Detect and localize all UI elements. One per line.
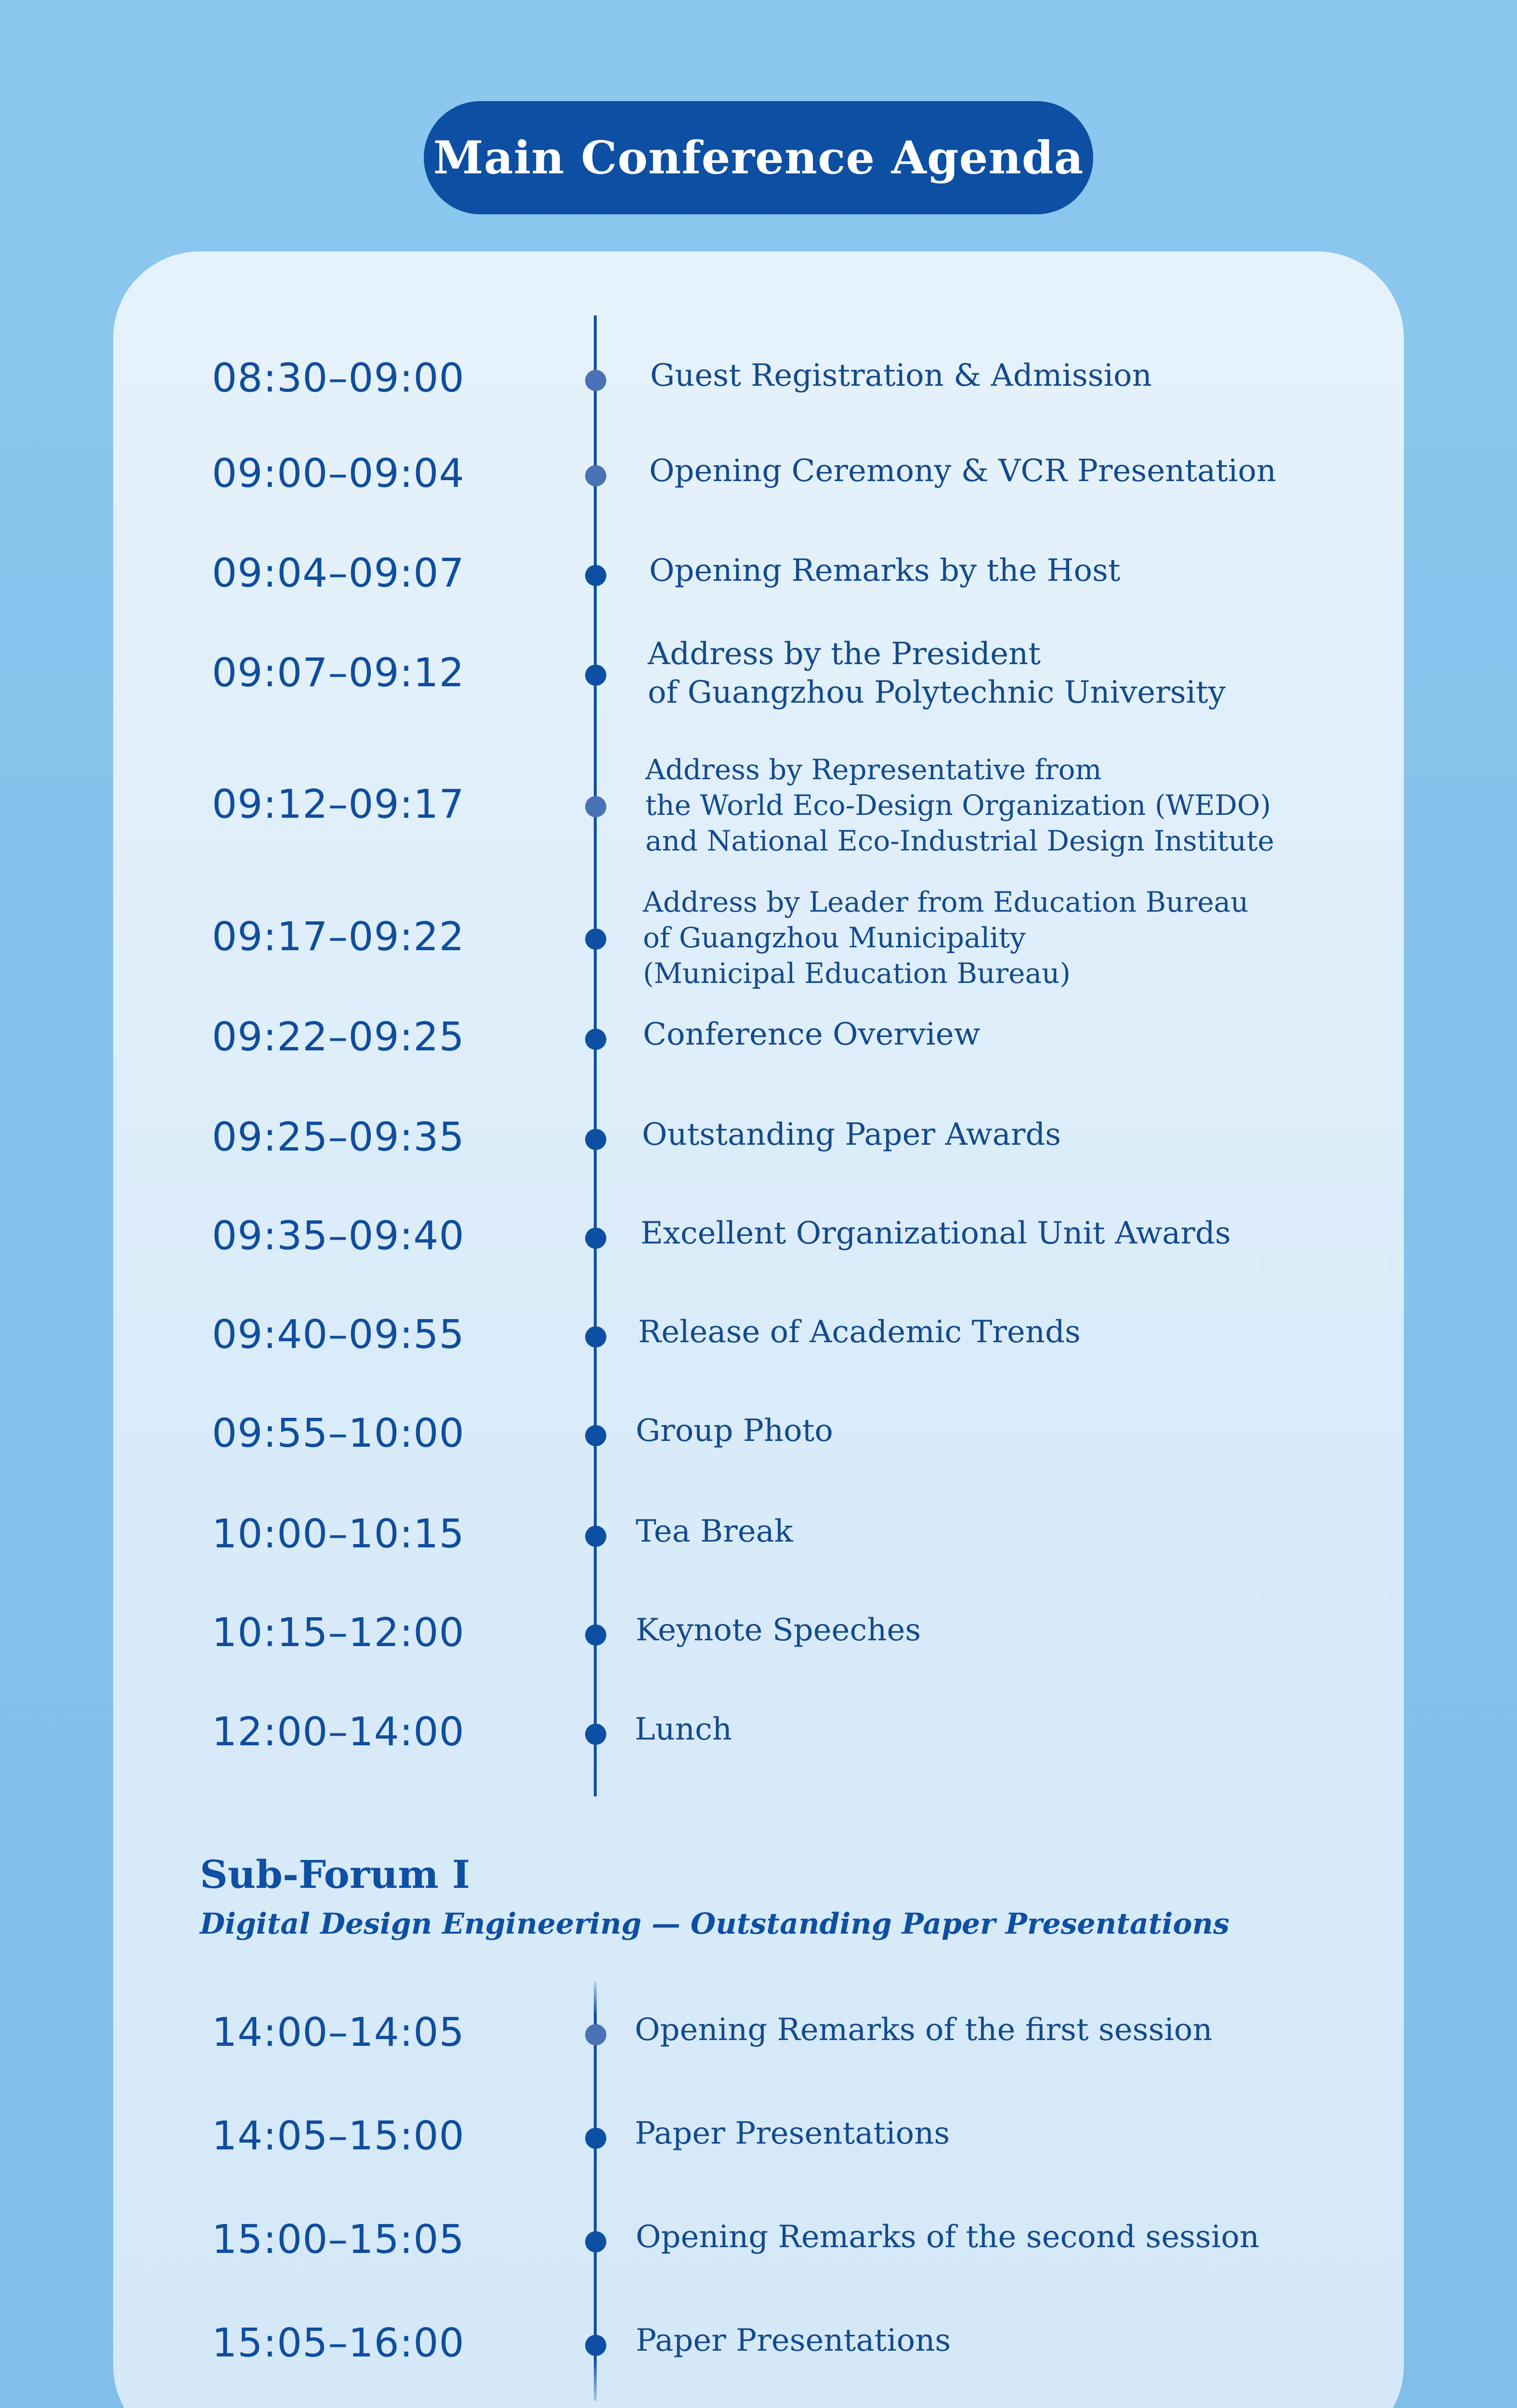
agenda-time: 10:00–10:15 (212, 1511, 465, 1557)
agenda-description-line: Paper Presentations (636, 2323, 951, 2358)
agenda-time: 09:17–09:22 (212, 914, 465, 960)
agenda-description-line: Opening Remarks by the Host (649, 553, 1121, 589)
timeline-dot (585, 2335, 606, 2356)
agenda-description-line: Guest Registration & Admission (650, 358, 1152, 393)
agenda-time: 14:00–14:05 (212, 2010, 465, 2055)
timeline-line-main (594, 315, 597, 1796)
agenda-time: 15:00–15:05 (212, 2217, 465, 2263)
agenda-description-line: and National Eco-Industrial Design Institute (645, 824, 1274, 857)
timeline-dot (585, 929, 606, 950)
agenda-description (636, 1412, 833, 1450)
agenda-description (636, 2321, 951, 2360)
timeline-dot (585, 1425, 606, 1446)
timeline-dot (585, 370, 606, 391)
agenda-description-line: Address by the President (648, 636, 1041, 672)
agenda-description-line: Lunch (635, 1712, 732, 1747)
timeline-dot (585, 1326, 606, 1348)
timeline-dot (585, 1526, 606, 1547)
agenda-description (649, 452, 1276, 490)
agenda-description (648, 635, 1226, 712)
agenda-description-line: Conference Overview (643, 1017, 981, 1052)
agenda-description (636, 1611, 921, 1649)
agenda-description-line: Paper Presentations (635, 2116, 950, 2151)
agenda-description (636, 1512, 793, 1551)
subforum-title: Sub-Forum I (200, 1852, 471, 1897)
agenda-time: 09:35–09:40 (212, 1213, 465, 1259)
agenda-description (645, 752, 1274, 859)
subforum-subtitle: Digital Design Engineering — Outstanding Paper Presentations (200, 1907, 1229, 1941)
agenda-description (641, 1214, 1231, 1253)
agenda-description-line: of Guangzhou Polytechnic University (648, 675, 1226, 710)
agenda-description-line: Address by Leader from Education Bureau (643, 886, 1249, 918)
agenda-time: 12:00–14:00 (212, 1709, 465, 1755)
agenda-time: 09:04–09:07 (212, 550, 465, 596)
timeline-dot (585, 2231, 606, 2252)
timeline-dot (585, 1724, 606, 1745)
timeline-dot (585, 565, 606, 586)
agenda-description-line: Outstanding Paper Awards (642, 1117, 1061, 1152)
agenda-time: 15:05–16:00 (212, 2320, 465, 2366)
agenda-time: 09:25–09:35 (212, 1114, 465, 1160)
agenda-description (635, 2011, 1213, 2049)
timeline-dot (585, 1624, 606, 1646)
agenda-time: 08:30–09:00 (212, 355, 465, 401)
agenda-description-line: Tea Break (636, 1514, 793, 1549)
agenda-description (643, 884, 1248, 991)
agenda-time: 09:40–09:55 (212, 1312, 465, 1358)
timeline-dot (585, 2128, 606, 2149)
timeline-dot (585, 465, 606, 486)
agenda-time: 09:12–09:17 (212, 782, 465, 827)
agenda-time: 09:00–09:04 (212, 451, 465, 497)
agenda-time: 14:05–15:00 (212, 2113, 465, 2159)
agenda-description-line: of Guangzhou Municipality (643, 921, 1026, 954)
timeline-dot (585, 1029, 606, 1050)
page-title: Main Conference Agenda (433, 131, 1084, 184)
agenda-description (635, 2114, 950, 2153)
agenda-description-line: (Municipal Education Bureau) (643, 957, 1071, 990)
agenda-description-line: Address by Representative from (645, 753, 1102, 786)
agenda-description (635, 1710, 732, 1749)
timeline-dot (585, 1129, 606, 1150)
agenda-time: 09:55–10:00 (212, 1411, 465, 1456)
agenda-description-line: Opening Remarks of the second session (636, 2219, 1259, 2255)
timeline-dot (585, 1228, 606, 1249)
agenda-description-line: Release of Academic Trends (638, 1314, 1081, 1350)
agenda-description (642, 1115, 1061, 1154)
agenda-description (649, 551, 1121, 590)
agenda-description (643, 1015, 980, 1054)
agenda-description (636, 2218, 1259, 2256)
agenda-time: 09:22–09:25 (212, 1014, 465, 1060)
agenda-description (638, 1313, 1081, 1351)
agenda-description-line: Keynote Speeches (636, 1612, 921, 1648)
agenda-time: 10:15–12:00 (212, 1610, 465, 1656)
agenda-description (650, 356, 1152, 395)
agenda-description-line: Excellent Organizational Unit Awards (641, 1216, 1231, 1251)
timeline-dot (585, 665, 606, 686)
timeline-dot (585, 796, 606, 817)
agenda-description-line: Opening Remarks of the first session (635, 2012, 1213, 2048)
title-pill (424, 101, 1093, 214)
agenda-description-line: Opening Ceremony & VCR Presentation (649, 453, 1277, 489)
agenda-description-line: Group Photo (636, 1413, 833, 1449)
agenda-description-line: the World Eco-Design Organization (WEDO) (645, 789, 1271, 822)
timeline-dot (585, 2024, 606, 2045)
agenda-time: 09:07–09:12 (212, 650, 465, 696)
